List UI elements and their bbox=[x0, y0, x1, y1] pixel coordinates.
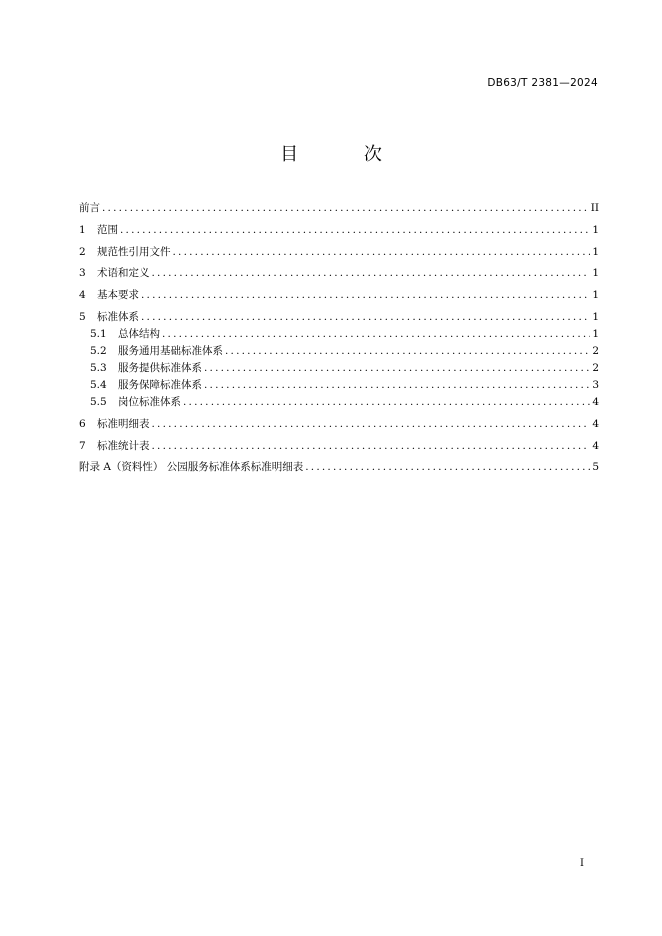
toc-dot-leader bbox=[141, 309, 590, 326]
toc-dot-leader bbox=[204, 377, 590, 394]
toc-entry-normative-references[interactable] bbox=[79, 244, 599, 261]
table-of-contents bbox=[79, 200, 599, 481]
toc-entry-page: 1 bbox=[592, 289, 599, 302]
toc-entry-label: 岗位标准体系 bbox=[118, 395, 181, 408]
toc-entry-label: 服务保障标准体系 bbox=[118, 378, 202, 391]
toc-entry-number: 5.5 bbox=[90, 395, 107, 408]
page-number: I bbox=[580, 858, 584, 869]
toc-entry-overall-structure[interactable] bbox=[79, 326, 599, 343]
toc-entry-label: 范围 bbox=[97, 223, 118, 236]
toc-entry-standard-statistics-table[interactable] bbox=[79, 438, 599, 455]
toc-entry-number: 1 bbox=[79, 223, 86, 236]
toc-dot-leader bbox=[204, 360, 590, 377]
toc-entry-number: 4 bbox=[79, 289, 86, 302]
toc-entry-page: 2 bbox=[592, 361, 599, 374]
toc-dot-leader bbox=[152, 265, 591, 282]
toc-entry-terms-definitions[interactable] bbox=[79, 265, 599, 282]
toc-entry-page: 1 bbox=[592, 245, 599, 258]
toc-entry-label: 术语和定义 bbox=[97, 267, 150, 280]
toc-entry-label: 服务通用基础标准体系 bbox=[118, 344, 223, 357]
toc-entry-number: 5.3 bbox=[90, 361, 107, 374]
toc-entry-page: 4 bbox=[592, 395, 599, 408]
toc-entry-number: 7 bbox=[79, 439, 86, 452]
toc-entry-page: 2 bbox=[592, 344, 599, 357]
toc-entry-number: 6 bbox=[79, 417, 86, 430]
toc-entry-page: 5 bbox=[592, 461, 599, 474]
toc-dot-leader bbox=[305, 459, 590, 476]
toc-entry-page: 3 bbox=[592, 378, 599, 391]
toc-entry-page: 1 bbox=[592, 310, 599, 323]
toc-dot-leader bbox=[183, 394, 590, 411]
toc-entry-number: 5.4 bbox=[90, 378, 107, 391]
toc-entry-page: 4 bbox=[592, 439, 599, 452]
toc-entry-service-support-system[interactable] bbox=[79, 377, 599, 394]
toc-entry-page: 1 bbox=[592, 327, 599, 340]
toc-entry-foreword[interactable] bbox=[79, 200, 599, 217]
toc-entry-number: 5.1 bbox=[90, 327, 107, 340]
toc-entry-label: 基本要求 bbox=[97, 289, 139, 302]
toc-entry-label: 标准体系 bbox=[97, 310, 139, 323]
toc-title: 目 次 bbox=[280, 144, 412, 165]
toc-dot-leader bbox=[152, 416, 591, 433]
toc-dot-leader bbox=[152, 438, 591, 455]
document-code: DB63/T 2381—2024 bbox=[487, 77, 598, 89]
toc-entry-label: 附录 A（资料性） 公园服务标准体系标准明细表 bbox=[79, 461, 304, 474]
toc-dot-leader bbox=[141, 287, 590, 304]
toc-entry-number: 3 bbox=[79, 267, 86, 280]
toc-entry-label: 前言 bbox=[79, 202, 100, 214]
toc-entry-service-provision-system[interactable] bbox=[79, 360, 599, 377]
toc-entry-general-basic-system[interactable] bbox=[79, 343, 599, 360]
toc-entry-number: 2 bbox=[79, 245, 86, 258]
toc-dot-leader bbox=[102, 200, 589, 217]
toc-entry-basic-requirements[interactable] bbox=[79, 287, 599, 304]
toc-entry-page: II bbox=[590, 202, 599, 214]
toc-entry-label: 服务提供标准体系 bbox=[118, 361, 202, 374]
toc-dot-leader bbox=[173, 244, 591, 261]
toc-entry-post-standard-system[interactable] bbox=[79, 394, 599, 411]
toc-entry-label: 总体结构 bbox=[118, 327, 160, 340]
toc-entry-number: 5.2 bbox=[90, 344, 107, 357]
toc-dot-leader bbox=[162, 326, 590, 343]
toc-entry-standard-detail-table[interactable] bbox=[79, 416, 599, 433]
toc-entry-page: 4 bbox=[592, 417, 599, 430]
toc-dot-leader bbox=[120, 222, 590, 239]
toc-entry-label: 标准明细表 bbox=[97, 417, 150, 430]
toc-entry-label: 标准统计表 bbox=[97, 439, 150, 452]
toc-dot-leader bbox=[225, 343, 590, 360]
toc-entry-number: 5 bbox=[79, 310, 86, 323]
toc-entry-standard-system[interactable] bbox=[79, 309, 599, 326]
toc-entry-label: 规范性引用文件 bbox=[97, 245, 171, 258]
toc-entry-scope[interactable] bbox=[79, 222, 599, 239]
toc-entry-page: 1 bbox=[592, 223, 599, 236]
toc-entry-page: 1 bbox=[592, 267, 599, 280]
toc-entry-appendix-a[interactable] bbox=[79, 459, 599, 476]
